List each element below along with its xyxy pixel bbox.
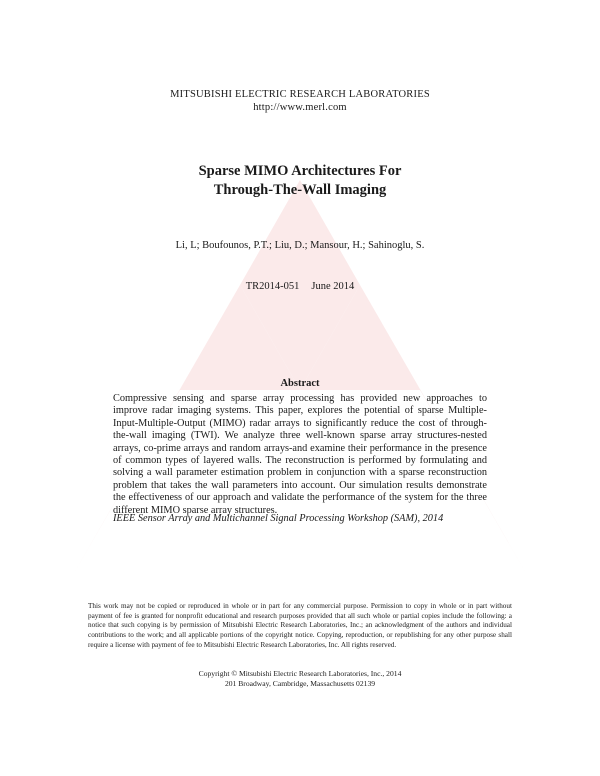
lab-url[interactable]: http://www.merl.com bbox=[253, 102, 347, 113]
lab-header bbox=[0, 88, 600, 114]
footer-copyright: Copyright © Mitsubishi Electric Research Laboratories, Inc., 2014 bbox=[198, 669, 402, 678]
report-info bbox=[0, 281, 600, 292]
paper-title bbox=[0, 162, 600, 200]
paper-authors: Li, L; Boufounos, P.T.; Liu, D.; Mansour, H.; Sahinoglu, S. bbox=[175, 240, 425, 251]
footer-address: 201 Broadway, Cambridge, Massachusetts 02139 bbox=[224, 679, 376, 688]
copyright-notice: This work may not be copied or reproduced in whole or in part for any commercial purpose. Permission to copy in whole or in part without payment of fee is granted for nonprofit educational and research purposes provided that all such whole or partial copies include the following: a notice that such copying is by permission of Mitsubishi Electric Research Laboratories, Inc.; an acknowledgment of the authors and individual contributions to the work; and all applicable portions of the copyright notice. Copying, reproduction, or republishing for any other purpose shall require a license with payment of fee to Mitsubishi Electric Research Laboratories, Inc. All rights reserved. bbox=[88, 602, 512, 649]
footer bbox=[0, 669, 600, 689]
publication-venue: IEEE Sensor Array and Multichannel Signal Processing Workshop (SAM), 2014 bbox=[113, 513, 444, 524]
paper-title-line-2: Through-The-Wall Imaging bbox=[213, 182, 387, 198]
abstract-heading: Abstract bbox=[280, 378, 320, 389]
report-date: June 2014 bbox=[311, 281, 355, 292]
paper-title-line-1: Sparse MIMO Architectures For bbox=[198, 163, 402, 179]
abstract-body: Compressive sensing and sparse array processing has provided new approaches to improve radar imaging systems. This paper, explores the potential of sparse Multiple-Input-Multiple-Output (MIMO) radar arrays to significantly reduce the cost of through-the-wall imaging (TWI). We analyze three well-known sparse array structures-nested arrays, co-prime arrays and random arrays-and examine their performance in the presence of common types of layered walls. The reconstruction is performed by formulating and solving a wall parameter estimation problem in conjunction with a sparse reconstruction problem that takes the wall parameters into account. Our simulation results demonstrate the effectiveness of our approach and validate the performance of the system for the three different MIMO sparse array structures. bbox=[113, 393, 487, 516]
report-number: TR2014-051 bbox=[245, 281, 300, 292]
lab-name: MITSUBISHI ELECTRIC RESEARCH LABORATORIES bbox=[170, 89, 430, 100]
